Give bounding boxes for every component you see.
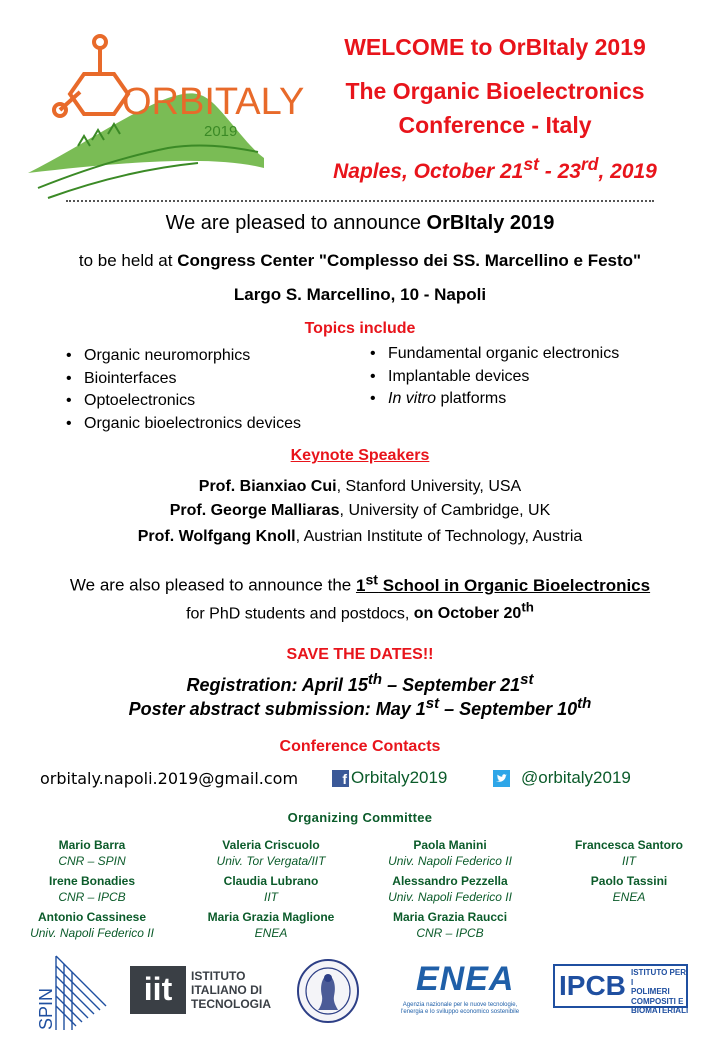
university-seal <box>296 958 360 1024</box>
keynote-speaker: Prof. Bianxiao Cui, Stanford University, USA <box>198 478 522 495</box>
announce-venue: to be held at Congress Center "Complesso dei SS. Marcellino e Festo" <box>78 251 642 270</box>
registration-dates: Registration: April 15th – September 21st <box>186 671 534 695</box>
committee-member: Alessandro Pezzella Univ. Napoli Federico II <box>388 874 512 904</box>
committee-member: Maria Grazia Maglione ENEA <box>207 910 335 940</box>
topic-item: • Organic bioelectronics devices <box>64 413 301 436</box>
committee-member: Paola Manini Univ. Napoli Federico II <box>388 838 512 868</box>
committee-member: Francesca Santoro IIT <box>574 838 684 868</box>
facebook-icon: f <box>332 770 349 787</box>
keynote-speaker: Prof. George Malliaras, University of Cambridge, UK <box>169 502 551 519</box>
logo-word: ORBITALY <box>122 81 305 123</box>
ipcb-logo: IPCB ISTITUTO PER I POLIMERI COMPOSITI E BIOMATERIALI <box>553 964 688 1008</box>
committee-title: Organizing Committee <box>287 810 433 825</box>
poster-dates: Poster abstract submission: May 1st – September 10th <box>128 695 592 719</box>
twitter-icon <box>493 770 510 787</box>
committee-member: Valeria Criscuolo Univ. Tor Vergata/IIT <box>216 838 326 868</box>
topic-item: • Biointerfaces <box>64 368 301 391</box>
topic-item: • Implantable devices <box>368 366 619 389</box>
committee-member: Irene Bonadies CNR – IPCB <box>48 874 136 904</box>
conference-title-line2: Conference - Italy <box>398 112 592 138</box>
topics-list-left <box>64 345 301 435</box>
save-dates-title: SAVE THE DATES!! <box>286 646 434 663</box>
topic-item: • Organic neuromorphics <box>64 345 301 368</box>
topic-item: • Fundamental organic electronics <box>368 343 619 366</box>
school-announce: We are also pleased to announce the 1st School in Organic Bioelectronics <box>69 572 651 595</box>
keynote-speaker: Prof. Wolfgang Knoll, Austrian Institute of Technology, Austria <box>137 528 583 545</box>
committee-member: Mario Barra CNR – SPIN <box>58 838 126 868</box>
committee-member: Claudia Lubrano IIT <box>223 874 319 904</box>
enea-logo: ENEA Agenzia nazionale per le nuove tecnologie, l'energia e lo sviluppo economico sostenibile <box>400 960 520 1015</box>
topic-item: • Optoelectronics <box>64 390 301 413</box>
conference-title-line1: The Organic Bioelectronics <box>345 78 645 104</box>
school-audience: for PhD students and postdocs, on October 20th <box>186 600 534 623</box>
announce-address: Largo S. Marcellino, 10 - Napoli <box>233 285 487 304</box>
keynote-title: Keynote Speakers <box>290 447 430 464</box>
topic-item: • In vitro platforms <box>368 388 619 411</box>
iit-logo: iit ISTITUTO ITALIANO DI TECNOLOGIA <box>130 966 270 1016</box>
contacts-title: Conference Contacts <box>279 738 441 755</box>
molecule-node <box>94 36 106 48</box>
facebook-link[interactable]: Orbitaly2019 <box>351 768 448 787</box>
committee-member: Antonio Cassinese Univ. Napoli Federico II <box>30 910 154 940</box>
orbitaly-logo <box>18 28 305 203</box>
topics-title: Topics include <box>304 320 416 337</box>
announce-line1: We are pleased to announce OrBItaly 2019 <box>165 212 555 234</box>
topics-list-right <box>368 343 619 411</box>
twitter-link[interactable]: @orbitaly2019 <box>521 768 631 787</box>
committee-member: Paolo Tassini ENEA <box>590 874 668 904</box>
spin-logo <box>30 950 110 1032</box>
logo-year: 2019 <box>204 123 238 140</box>
welcome-title: WELCOME to OrBItaly 2019 <box>344 34 646 60</box>
divider <box>66 200 654 202</box>
conference-dates: Naples, October 21st - 23rd, 2019 <box>333 154 657 183</box>
committee-member: Maria Grazia Raucci CNR – IPCB <box>392 910 508 940</box>
contact-email[interactable]: orbitaly.napoli.2019@gmail.com <box>40 769 299 788</box>
spin-text: SPIN <box>36 987 56 1030</box>
